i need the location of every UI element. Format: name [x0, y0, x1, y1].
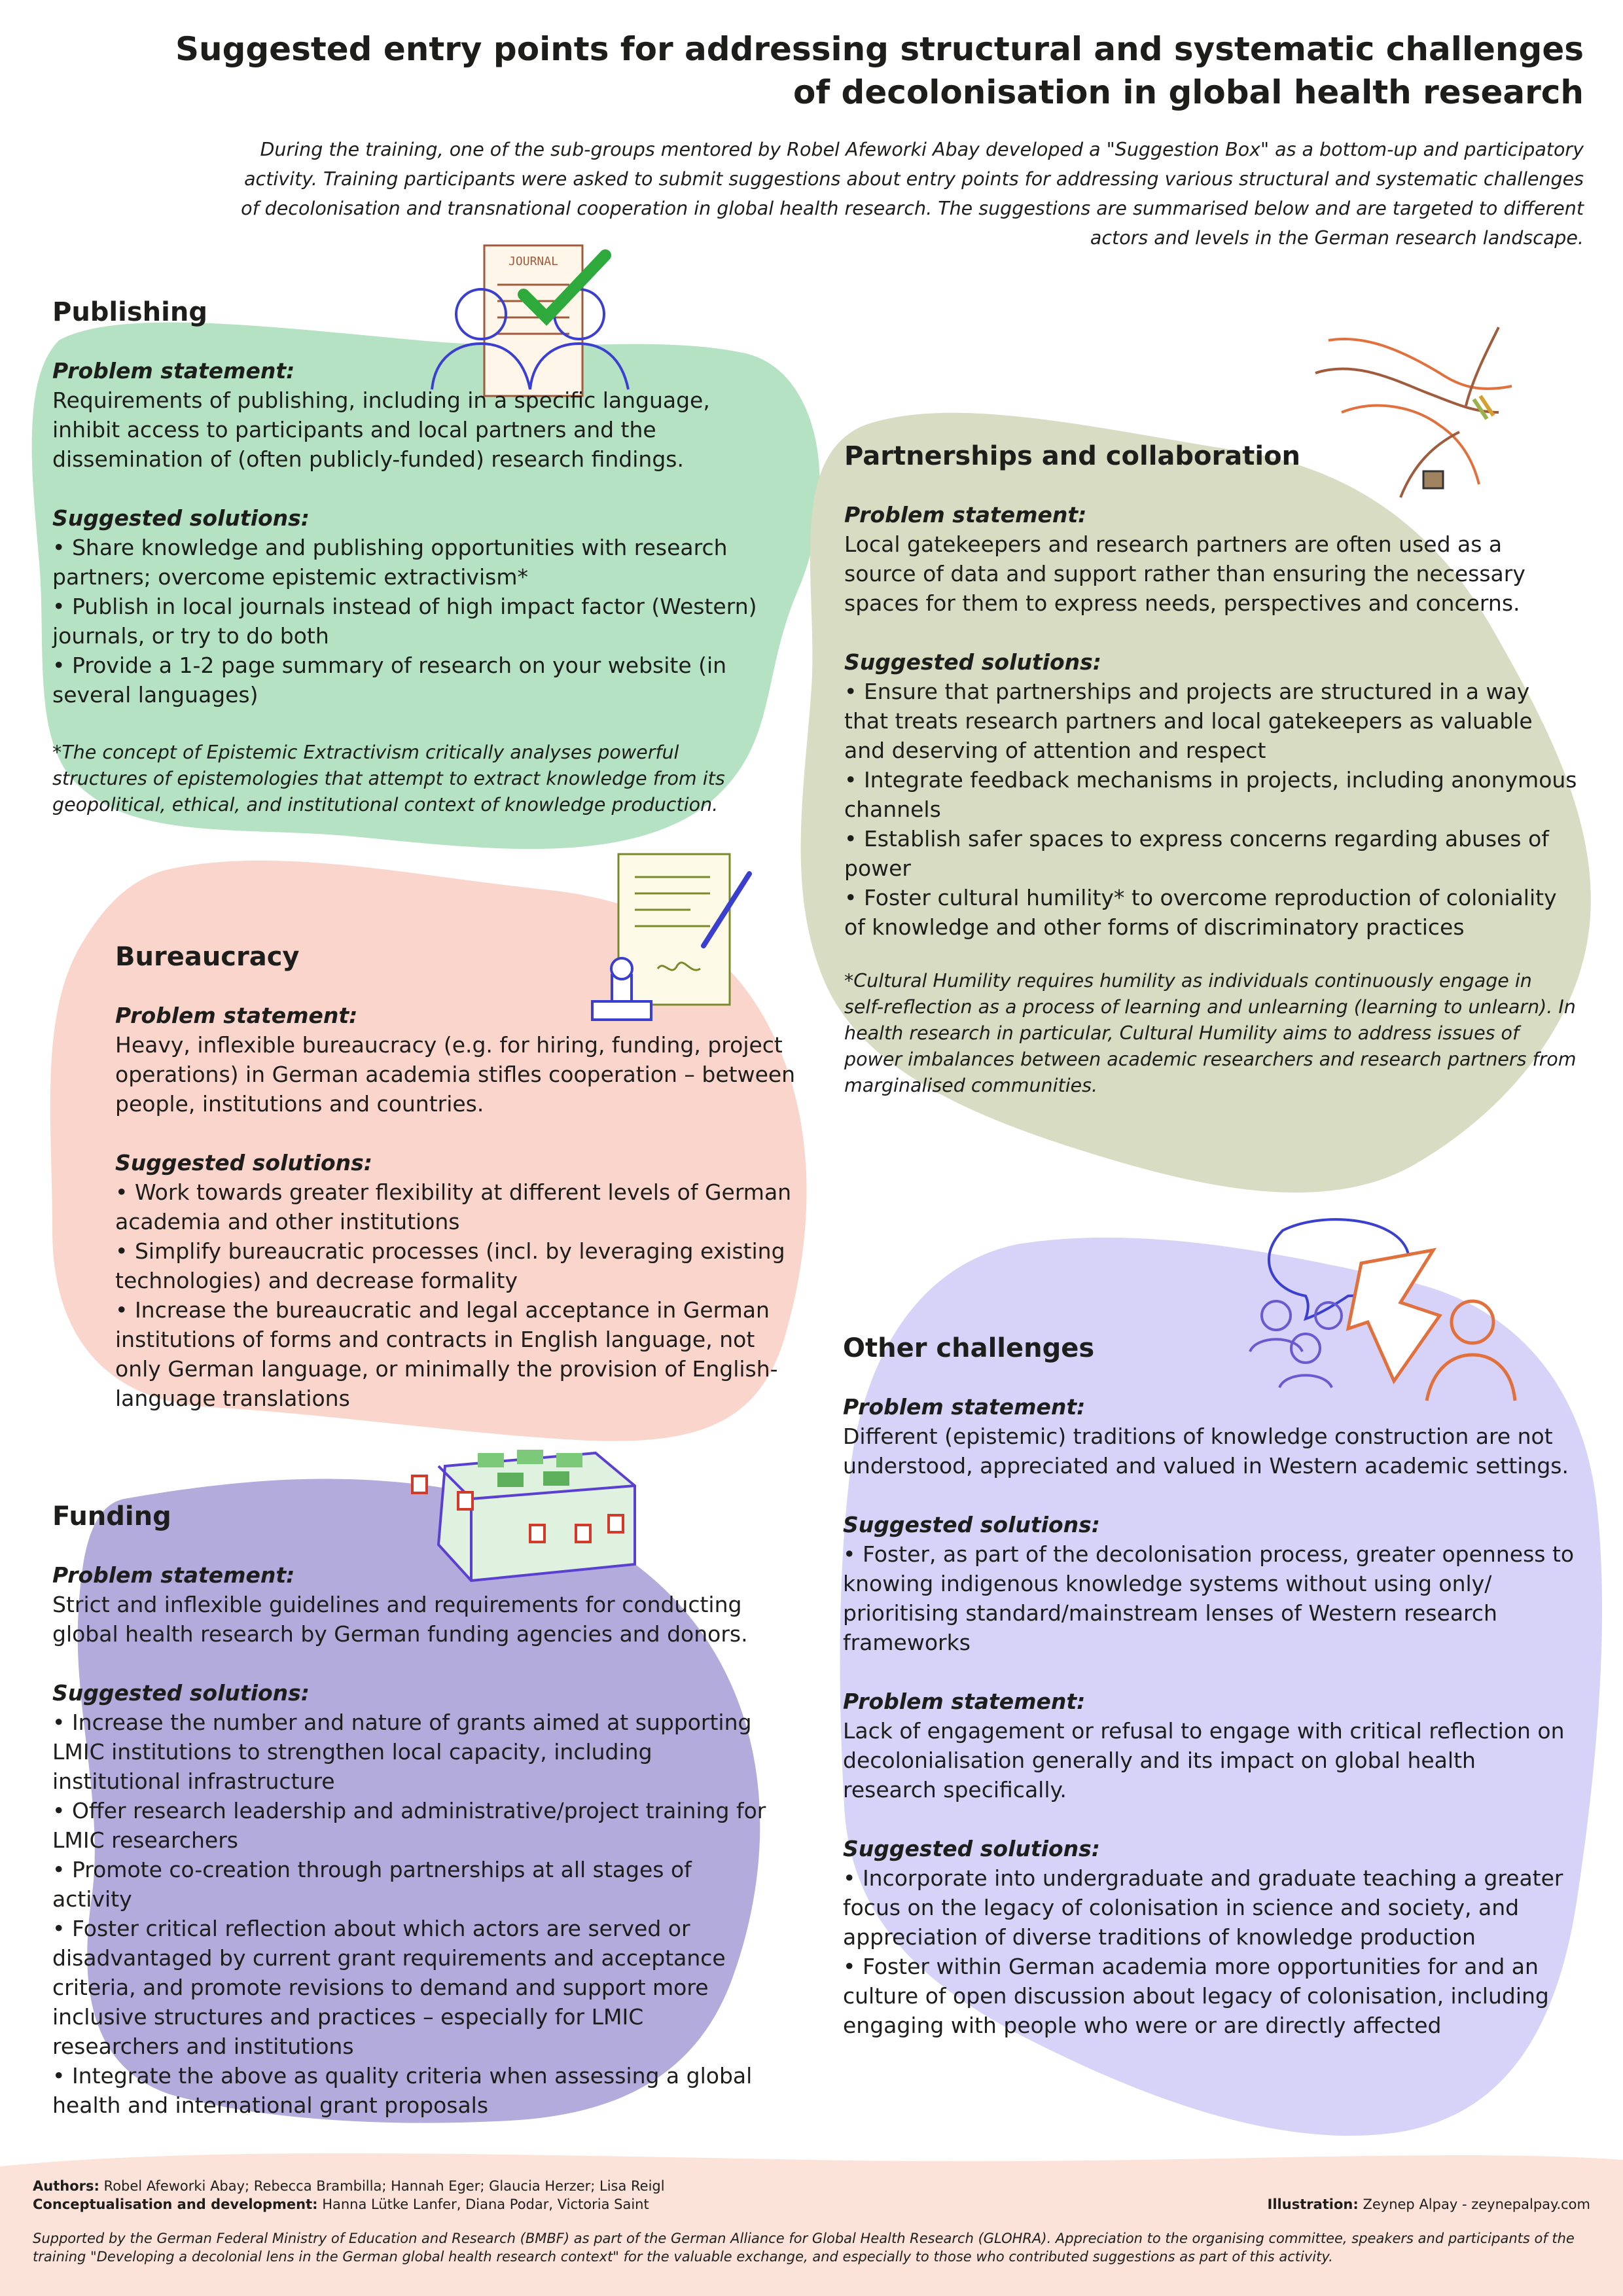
other-heading: Other challenges [843, 1333, 1095, 1363]
partnerships-heading: Partnerships and collaboration [844, 441, 1301, 471]
other-solution: • Foster within German academia more opportunities for and an culture of open discussion about legacy of colonisation, including engaging with people who were or are directly affected [843, 1954, 1549, 2038]
funding-problem-label: Problem statement: [52, 1562, 295, 1588]
publishing-solutions-label: Suggested solutions: [52, 505, 310, 531]
bureaucracy-solution: • Work towards greater flexibility at different levels of German academia and other institutions [115, 1179, 792, 1234]
funding-solution: • Increase the number and nature of grants aimed at supporting LMIC institutions to strengthen local capacity, including institutional infrastructure [52, 1710, 752, 1794]
other-solutions2-label: Suggested solutions: [843, 1836, 1101, 1861]
funding-problem: Strict and inflexible guidelines and requirements for conducting global health research by German funding agencies and donors. [52, 1592, 748, 1647]
other-solution: • Incorporate into undergraduate and graduate teaching a greater focus on the legacy of colonisation in science and society, and appreciation of diverse traditions of knowledge production [843, 1865, 1563, 1950]
footer-support: Supported by the German Federal Ministry of Education and Research (BMBF) as part of the German Alliance for Global Health Research (GLOHRA). Appreciation to the organising committee, speakers and participants of the training "Developing a decolonial lens in the German global health research context" for the valuable exchange, and especially to those who contributed suggestions as part of this activity. [33, 2231, 1575, 2265]
publishing-solution: • Publish in local journals instead of high impact factor (Western) journals, or try to do both [52, 594, 757, 649]
bureaucracy-problem: Heavy, inflexible bureaucracy (e.g. for hiring, funding, project operations) in German academia stifles cooperation – between people, institutions and countries. [115, 1032, 796, 1117]
funding-solution: • Integrate the above as quality criteria when assessing a global health and international grant proposals [52, 2063, 753, 2118]
partnerships-solution: • Ensure that partnerships and projects are structured in a way that treats research partners and local gatekeepers as valuable and deserving of attention and respect [844, 679, 1533, 763]
title-line-2: of decolonisation in global health research [793, 73, 1584, 111]
other-problem1-label: Problem statement: [843, 1394, 1086, 1420]
intro-text: During the training, one of the sub-groups mentored by Robel Afeworki Abay developed a "Suggestion Box" as a bottom-up and participatory activity. Training participants were asked to submit suggestions about entry points for addressing various structural and systematic challenges of decolonisation and transnational cooperation in global health research. The suggestions are summarised below and are targeted to different actors and levels in the German research landscape. [241, 139, 1584, 249]
title-line-1: Suggested entry points for addressing structural and systematic challenges [175, 30, 1584, 68]
funding-solution: • Promote co-creation through partnerships at all stages of activity [52, 1857, 692, 1912]
section-funding [52, 1500, 772, 2120]
other-solution: • Foster, as part of the decolonisation process, greater openness to knowing indigenous knowledge systems without using only/ prioritising standard/mainstream lenses of Western research frameworks [843, 1541, 1575, 1655]
partnerships-solution: • Establish safer spaces to express concerns regarding abuses of power [844, 826, 1549, 881]
publishing-solution: • Provide a 1-2 page summary of research on your website (in several languages) [52, 653, 727, 708]
partnerships-problem-label: Problem statement: [844, 502, 1087, 528]
publishing-footnote: *The concept of Epistemic Extractivism critically analyses powerful structures of epistemologies that attempt to extract knowledge from its geopolitical, ethical, and institutional context of knowledge production. [52, 742, 725, 816]
funding-heading: Funding [52, 1501, 171, 1532]
partnerships-footnote: *Cultural Humility requires humility as individuals continuously engage in self-reflection as a process of learning and unlearning (learning to unlearn). In health research in particular, Cultural Humility aims to address issues of power imbalances between academic researchers and research partners from marginalised communities. [844, 970, 1577, 1096]
other-problem2: Lack of engagement or refusal to engage with critical reflection on decolonialisation generally and its impact on global health research specifically. [843, 1718, 1565, 1803]
bureaucracy-solution: • Simplify bureaucratic processes (incl. by leveraging existing technologies) and decrease formality [115, 1238, 785, 1293]
section-other-challenges [843, 1332, 1576, 2040]
partnerships-problem: Local gatekeepers and research partners are often used as a source of data and support rather than ensuring the necessary spaces for them to express needs, perspectives and concerns. [844, 531, 1525, 616]
footer-blob-shape [0, 2153, 1623, 2296]
page-title [144, 27, 1584, 114]
section-bureaucracy [115, 941, 802, 1413]
other-solutions1-label: Suggested solutions: [843, 1512, 1101, 1537]
funding-solution: • Foster critical reflection about which actors are served or disadvantaged by current grant requirements and acceptance criteria, and promote revisions to demand and support more inclusive structures and practices – especially for LMIC researchers and institutions [52, 1916, 726, 2059]
section-publishing [52, 296, 766, 818]
bureaucracy-solution: • Increase the bureaucratic and legal acceptance in German institutions of forms and contracts in English language, not only German language, or minimally the provision of English-language translations [115, 1297, 778, 1411]
journal-icon-text: JOURNAL [508, 255, 558, 268]
publishing-problem-label: Problem statement: [52, 358, 295, 384]
funding-solution: • Offer research leadership and administrative/project training for LMIC researchers [52, 1798, 766, 1853]
footer-illustration-credit: Illustration: Zeynep Alpay - zeynepalpay.com [1267, 2197, 1590, 2212]
bureaucracy-problem-label: Problem statement: [115, 1003, 358, 1028]
other-problem1: Different (epistemic) traditions of knowledge construction are not understood, appreciated and valued in Western academic settings. [843, 1424, 1569, 1479]
lock-icon [412, 1476, 427, 1493]
bureaucracy-solutions-label: Suggested solutions: [115, 1150, 373, 1175]
footer-authors: Authors: Robel Afeworki Abay; Rebecca Brambilla; Hannah Eger; Glaucia Herzer; Lisa Reigl [33, 2178, 665, 2194]
other-problem2-label: Problem statement: [843, 1689, 1086, 1714]
publishing-problem: Requirements of publishing, including in a specific language, inhibit access to participants and local partners and the dissemination of (often publicly-funded) research findings. [52, 387, 710, 472]
partnerships-solutions-label: Suggested solutions: [844, 649, 1102, 675]
publishing-heading: Publishing [52, 297, 207, 327]
footer-concept: Conceptualisation and development: Hanna Lütke Lanfer, Diana Podar, Victoria Saint [33, 2197, 649, 2212]
publishing-solution: • Share knowledge and publishing opportunities with research partners; overcome epistemic extractivism* [52, 535, 728, 590]
partnerships-solution: • Integrate feedback mechanisms in projects, including anonymous channels [844, 767, 1577, 822]
bureaucracy-heading: Bureaucracy [115, 942, 300, 972]
funding-solutions-label: Suggested solutions: [52, 1680, 310, 1706]
partnerships-solution: • Foster cultural humility* to overcome reproduction of coloniality of knowledge and other forms of discriminatory practices [844, 885, 1557, 940]
section-partnerships [844, 440, 1577, 1099]
